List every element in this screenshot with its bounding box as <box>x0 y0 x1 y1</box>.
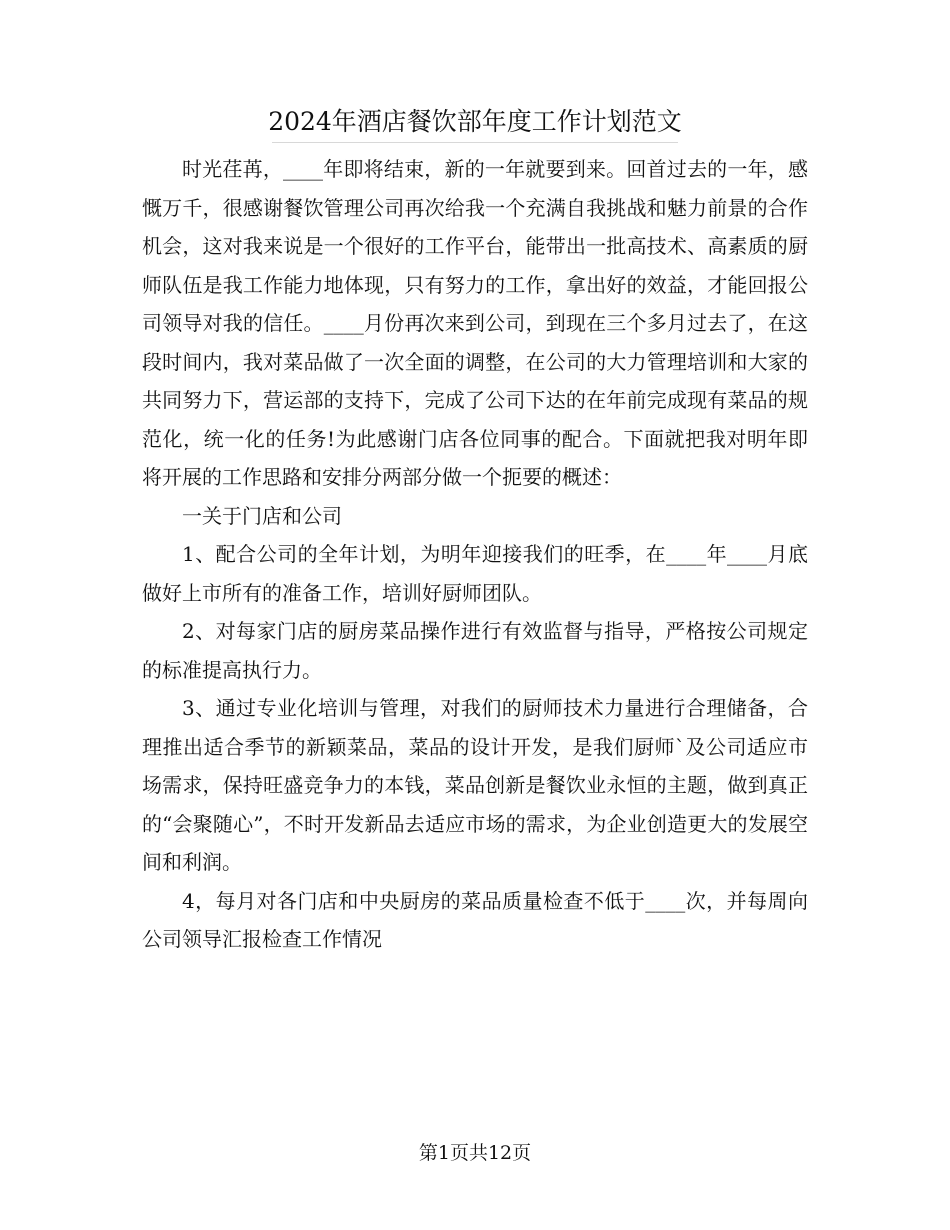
paragraph-intro: 时光荏苒，____年即将结束，新的一年就要到来。回首过去的一年，感慨万千，很感谢餐饮管理公司再次给我一个充满自我挑战和魅力前景的合作机会，这对我来说是一个很好的工作平台，能带出一批高技术、高素质的厨师队伍是我工作能力地体现，只有努力的工作，拿出好的效益，才能回报公司领导对我的信任。____月份再次来到公司，到现在三个多月过去了，在这段时间内，我对菜品做了一次全面的调整，在公司的大力管理培训和大家的共同努力下，营运部的支持下，完成了公司下达的在年前完成现有菜品的规范化，统一化的任务!为此感谢门店各位同事的配合。下面就把我对明年即将开展的工作思路和安排分两部分做一个扼要的概述： <box>142 157 808 489</box>
paragraph-item-3: 3、通过专业化培训与管理，对我们的厨师技术力量进行合理储备，合理推出适合季节的新颖菜品，菜品的设计开发，是我们厨师`及公司适应市场需求，保持旺盛竞争力的本钱，菜品创新是餐饮业永恒的主题，做到真正的“会聚随心”，不时开发新品去适应市场的需求，为企业创造更大的发展空间和利润。 <box>142 696 808 874</box>
document-title: 2024年酒店餐饮部年度工作计划范文 <box>268 107 682 136</box>
document-body <box>142 150 808 959</box>
paragraph-item-2: 2、对每家门店的厨房菜品操作进行有效监督与指导，严格按公司规定的标准提高执行力。 <box>142 619 808 682</box>
page-number-footer: 第1页共12页 <box>418 1142 532 1164</box>
title-underline <box>272 142 678 143</box>
paragraph-item-4: 4，每月对各门店和中央厨房的菜品质量检查不低于____次，并每周向公司领导汇报检查工作情况 <box>142 888 808 951</box>
section-heading: 一关于门店和公司 <box>182 503 342 528</box>
paragraph-item-1: 1、配合公司的全年计划，为明年迎接我们的旺季，在____年____月底做好上市所有的准备工作，培训好厨师团队。 <box>142 542 808 605</box>
